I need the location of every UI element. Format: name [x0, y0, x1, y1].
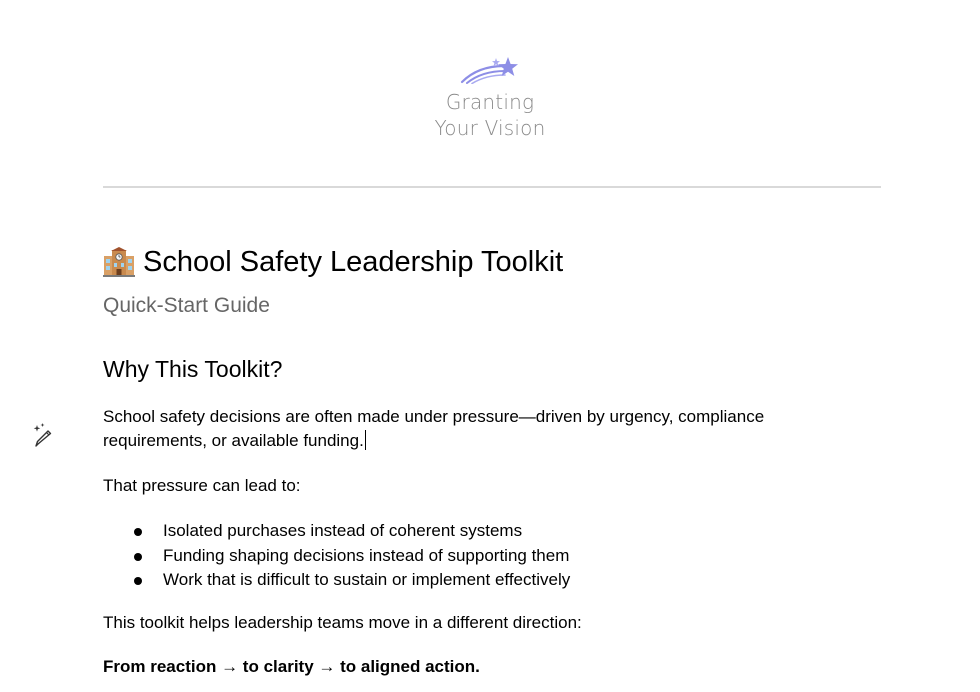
section-heading[interactable]: Why This Toolkit? [103, 356, 283, 382]
bullet-icon [134, 553, 142, 561]
bullet-icon [134, 528, 142, 536]
bullet-icon [134, 577, 142, 585]
header-divider [103, 186, 881, 188]
list-item[interactable]: Work that is difficult to sustain or implement effectively [103, 568, 863, 593]
paragraph-tagline[interactable]: From reaction → to clarity → to aligned action. [103, 657, 480, 676]
shooting-star-icon [458, 54, 522, 84]
logo-text-line2: Your Vision [434, 116, 546, 140]
text-cursor [365, 430, 366, 450]
logo [420, 54, 560, 146]
paragraph-pressure[interactable]: That pressure can lead to: [103, 476, 301, 495]
document-title-row[interactable] [103, 243, 563, 281]
document-subtitle[interactable]: Quick-Start Guide [103, 294, 270, 317]
paragraph-direction[interactable]: This toolkit helps leadership teams move in a different direction: [103, 613, 582, 632]
paragraph-intro[interactable]: School safety decisions are often made under pressure—driven by urgency, compliance requirements, or available funding. [103, 407, 765, 450]
list-item[interactable]: Isolated purchases instead of coherent systems [103, 519, 863, 544]
document-title: School Safety Leadership Toolkit [143, 245, 564, 278]
sparkle-pen-icon[interactable] [30, 422, 56, 448]
bullet-list [103, 519, 863, 593]
logo-text-line1: Granting [445, 90, 535, 114]
list-item[interactable]: Funding shaping decisions instead of supporting them [103, 544, 863, 569]
school-building-icon [103, 247, 135, 277]
